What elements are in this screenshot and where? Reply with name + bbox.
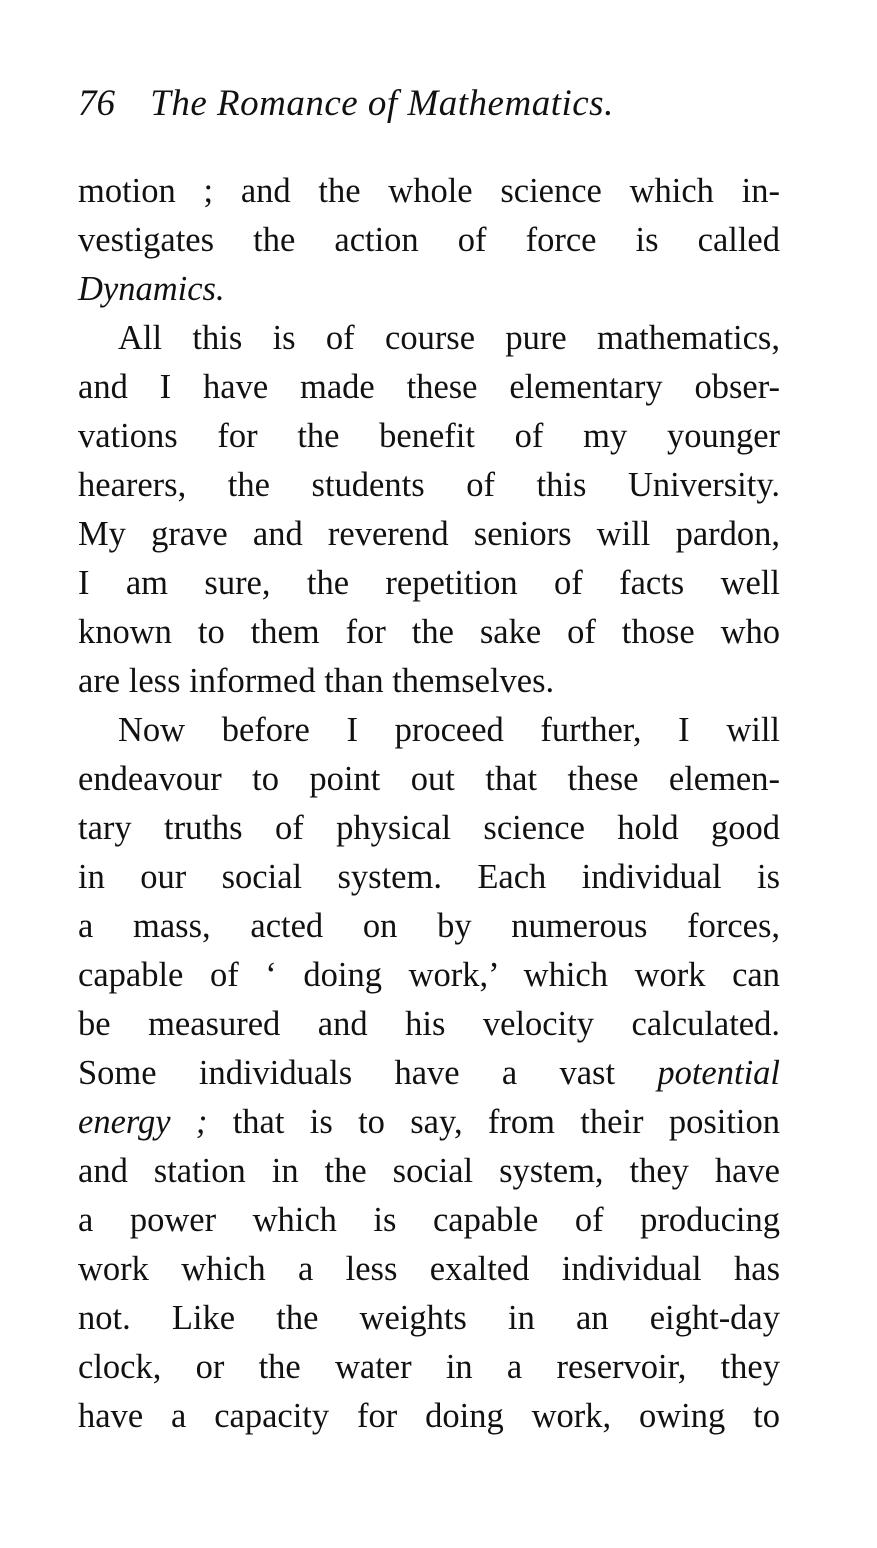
text-line: known to them for the sake of those who [78, 613, 780, 651]
text-line: clock, or the water in a reservoir, they [78, 1348, 780, 1386]
running-title: The Romance of Mathematics. [150, 83, 614, 124]
page-number: 76 [78, 83, 115, 124]
text-line: in our social system. Each individual is [78, 858, 780, 896]
body-text [78, 167, 780, 1441]
text-line: motion ; and the whole science which in- [78, 172, 780, 210]
text-line: and station in the social system, they have [78, 1152, 780, 1190]
text-line: and I have made these elementary obser- [78, 368, 780, 406]
text-line: be measured and his velocity calculated. [78, 1005, 780, 1043]
text-line: Some individuals have a vast potential [78, 1054, 780, 1092]
text-line: endeavour to point out that these elemen- [78, 760, 780, 798]
text-line: All this is of course pure mathematics, [118, 319, 780, 357]
dynamics-term: Dynamics. [78, 270, 225, 308]
text-line: Now before I proceed further, I will [118, 711, 780, 749]
text-line: a mass, acted on by numerous forces, [78, 907, 780, 945]
text-line: energy ; that is to say, from their position [78, 1103, 780, 1141]
running-head [78, 78, 778, 130]
text-line: have a capacity for doing work, owing to [78, 1397, 780, 1435]
text-line: vations for the benefit of my younger [78, 417, 780, 455]
text-line: tary truths of physical science hold good [78, 809, 780, 847]
text-line: hearers, the students of this University. [78, 466, 780, 504]
text-line: My grave and reverend seniors will pardon, [78, 515, 780, 553]
potential-term: potential [657, 1054, 780, 1092]
text-line: are less informed than themselves. [78, 662, 555, 700]
text-line: capable of ‘ doing work,’ which work can [78, 956, 780, 994]
energy-term: energy ; [78, 1103, 208, 1141]
text-line: I am sure, the repetition of facts well [78, 564, 780, 602]
text-line: not. Like the weights in an eight-day [78, 1299, 780, 1337]
text-line: vestigates the action of force is called [78, 221, 780, 259]
text-line: work which a less exalted individual has [78, 1250, 780, 1288]
text-line [78, 265, 780, 314]
text-line: a power which is capable of producing [78, 1201, 780, 1239]
